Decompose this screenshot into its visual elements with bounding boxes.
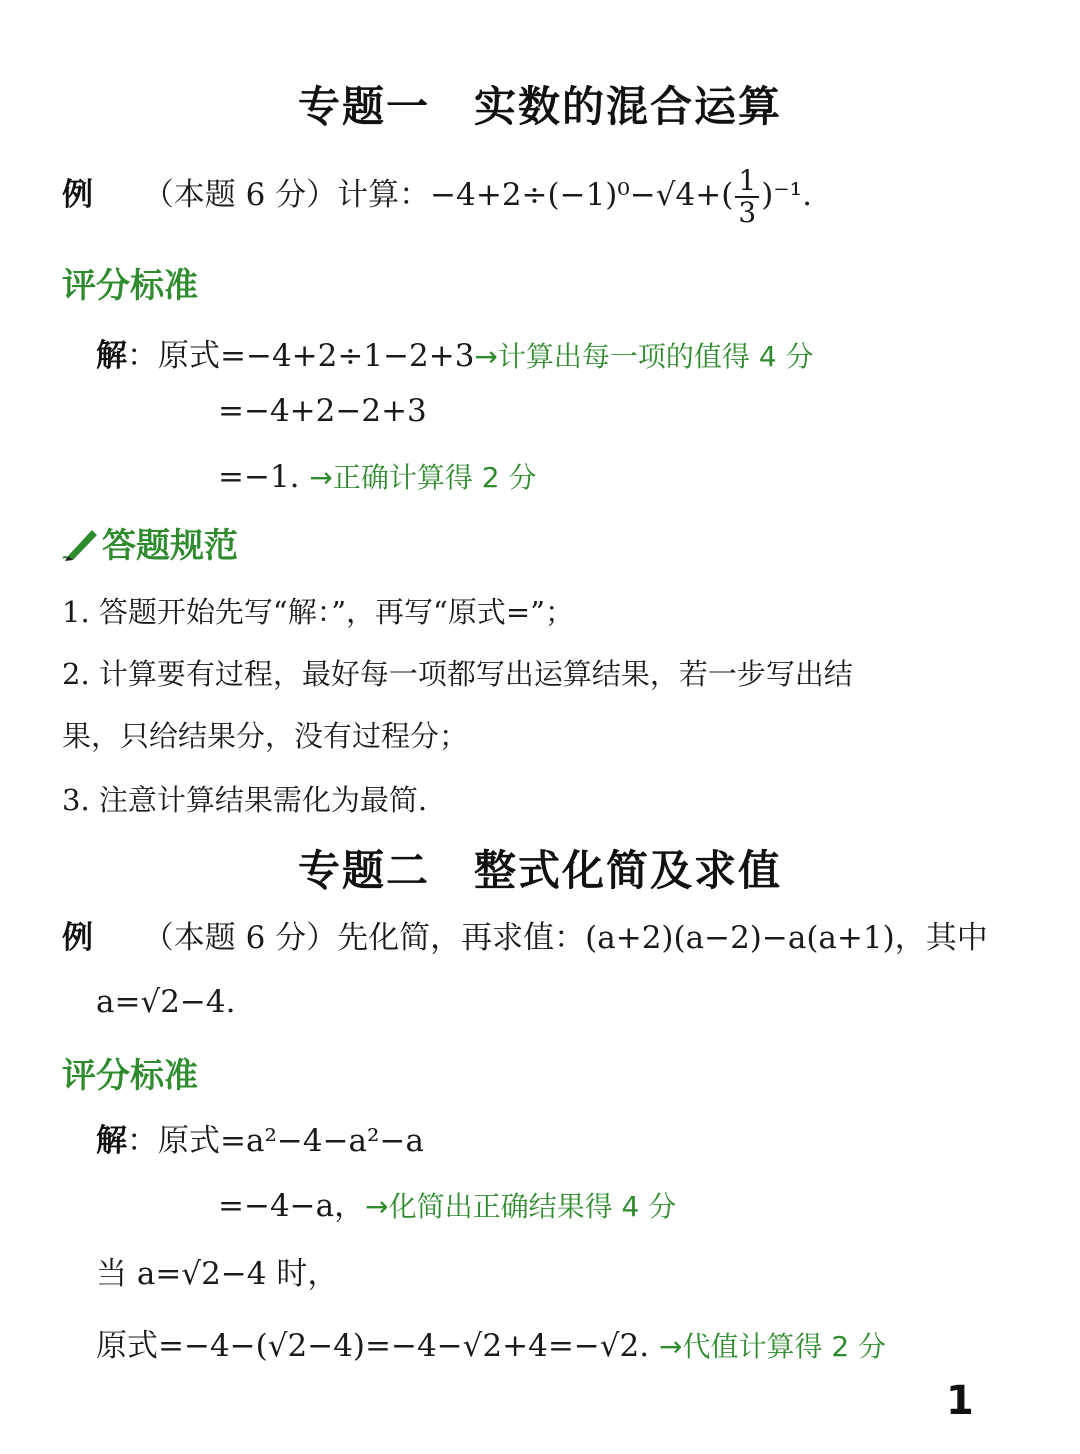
example-fraction	[735, 163, 759, 229]
example-expression: （本题 6 分）先化简，再求值：(a+2)(a−2)−a(a+1)，其中	[142, 920, 988, 956]
solution-line-3: 当 a=√2−4 时，	[96, 1256, 339, 1292]
fraction-numerator: 1	[735, 166, 759, 198]
topic1-title: 专题一 实数的混合运算	[297, 82, 782, 131]
example-label: 例	[62, 177, 93, 213]
example-label: 例	[62, 920, 93, 956]
norm-item: 果，只给结果分，没有过程分；	[62, 719, 469, 753]
norm-heading-row	[62, 518, 238, 570]
example-expression-pre: （本题 6 分）计算：−4+2÷(−1)⁰−√4+(	[142, 177, 734, 213]
topic2-example	[62, 912, 988, 957]
solution-line-1	[96, 1115, 424, 1160]
topic2-title: 专题二 整式化简及求值	[297, 846, 782, 895]
example-expression-post: )⁻¹.	[761, 177, 812, 213]
scoring-note: →正确计算得 2 分	[309, 461, 537, 494]
solution-line-4	[96, 1320, 886, 1365]
norm-item: 2. 计算要有过程，最好每一项都写出运算结果，若一步写出结	[62, 657, 853, 691]
solution-label: 解	[96, 1123, 127, 1159]
solution-expression: 原式=−4−(√2−4)=−4−√2+4=−√2.	[96, 1328, 650, 1364]
example-continuation: a=√2−4.	[96, 984, 236, 1020]
fraction-denominator: 3	[738, 195, 757, 229]
page-number: 1	[946, 1378, 974, 1424]
scoring-note: →代值计算得 2 分	[658, 1330, 887, 1363]
scoring-note: →化简出正确结果得 4 分	[365, 1190, 677, 1223]
scoring-heading: 评分标准	[62, 266, 198, 306]
solution-expression: ：原式=−4+2÷1−2+3	[127, 338, 475, 374]
solution-expression: =−4−a，	[218, 1188, 366, 1224]
scoring-heading: 评分标准	[62, 1056, 198, 1096]
solution-line-2: =−4+2−2+3	[218, 393, 427, 429]
scoring-note: →计算出每一项的值得 4 分	[474, 340, 814, 373]
pencil-icon	[62, 525, 102, 570]
norm-item: 3. 注意计算结果需化为最简.	[62, 783, 428, 817]
solution-line-1	[96, 330, 814, 375]
solution-expression: =−1.	[218, 459, 300, 495]
norm-item: 1. 答题开始先写“解：”，再写“原式=”；	[62, 595, 574, 629]
solution-line-3	[218, 456, 536, 496]
norm-heading: 答题规范	[102, 526, 238, 566]
solution-line-2	[218, 1180, 676, 1225]
solution-expression: ：原式=a²−4−a²−a	[127, 1123, 424, 1159]
solution-label: 解	[96, 338, 127, 374]
topic1-example	[62, 160, 812, 230]
